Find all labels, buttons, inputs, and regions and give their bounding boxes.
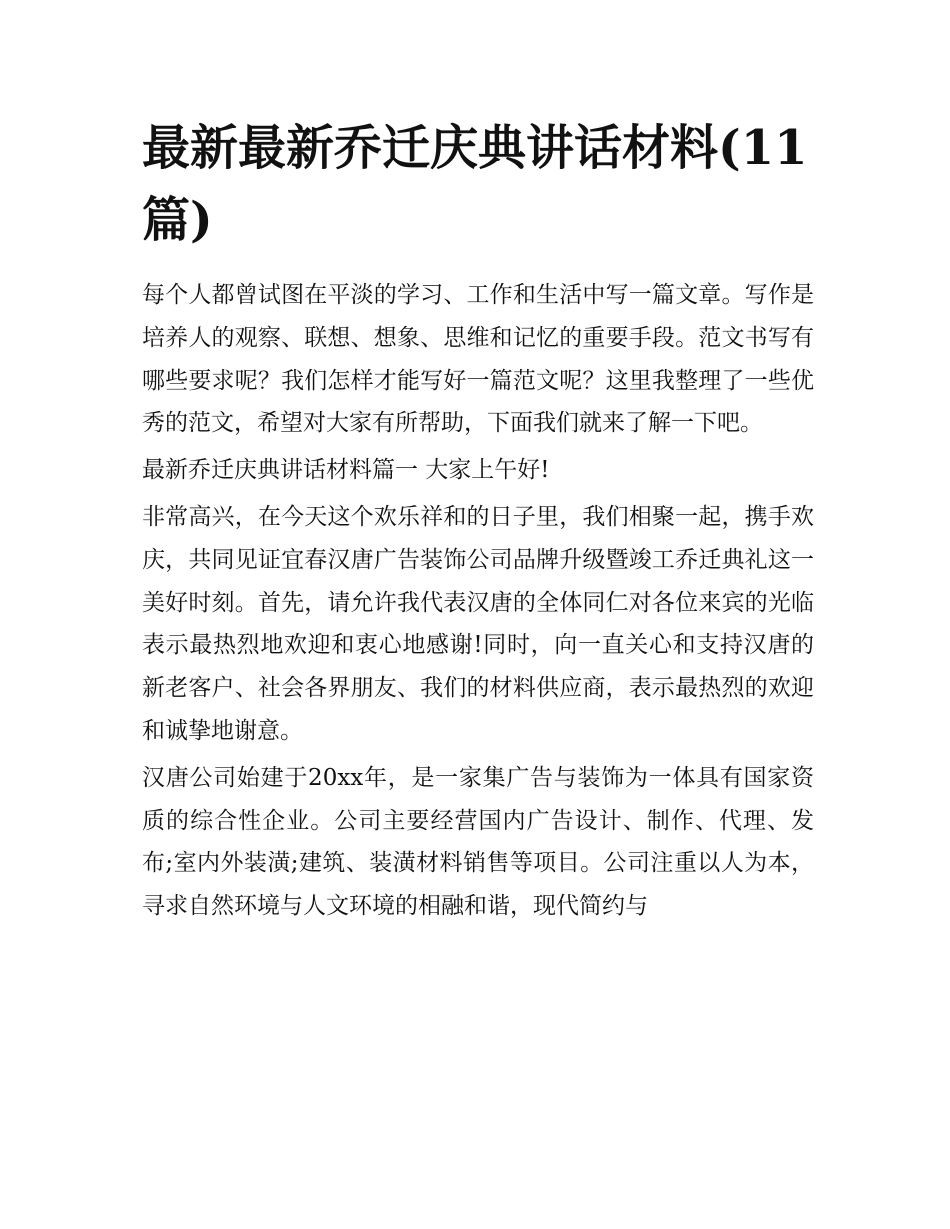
body-paragraph: 汉唐公司始建于20xx年，是一家集广告与装饰为一体具有国家资质的综合性企业。公司主要经营国内广告设计、制作、代理、发布;室内外装潢;建筑、装潢材料销售等项目。公司注重以人为本，寻求自然环境与人文环境的相融和谐，现代简约与 <box>142 764 814 920</box>
intro-paragraph: 每个人都曾试图在平淡的学习、工作和生活中写一篇文章。写作是培养人的观察、联想、想象、思维和记忆的重要手段。范文书写有哪些要求呢？我们怎样才能写好一篇范文呢？这里我整理了一些优秀的范文，希望对大家有所帮助，下面我们就来了解一下吧。 <box>142 282 814 437</box>
body-paragraph: 非常高兴，在今天这个欢乐祥和的日子里，我们相聚一起，携手欢庆，共同见证宜春汉唐广告装饰公司品牌升级暨竣工乔迁典礼这一美好时刻。首先，请允许我代表汉唐的全体同仁对各位来宾的光临表示最热烈地欢迎和衷心地感谢!同时，向一直关心和支持汉唐的新老客户、社会各界朋友、我们的材料供应商，表示最热烈的欢迎和诚挚地谢意。 <box>142 503 814 744</box>
document-title: 最新最新乔迁庆典讲话材料(11篇) <box>142 120 808 248</box>
section-heading-paragraph: 最新乔迁庆典讲话材料篇一 大家上午好! <box>142 457 550 484</box>
document-page <box>142 112 814 932</box>
